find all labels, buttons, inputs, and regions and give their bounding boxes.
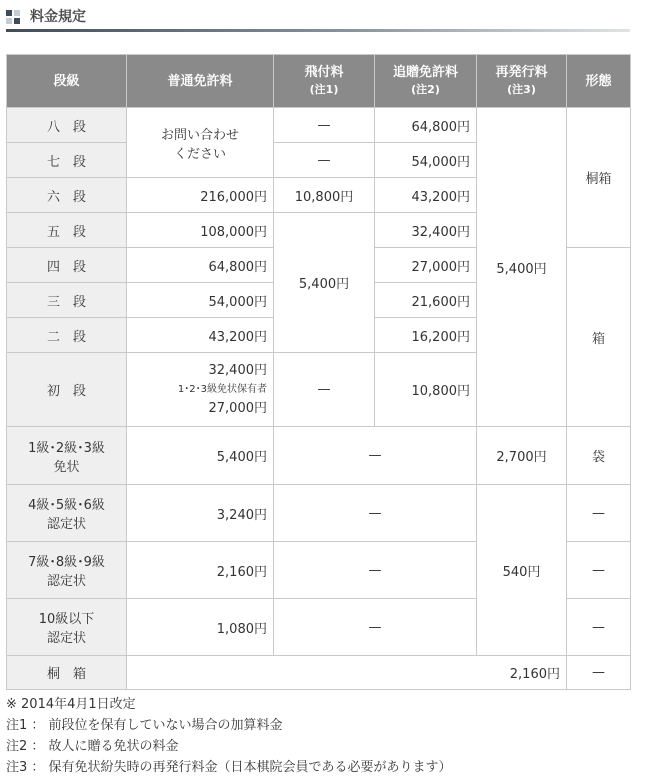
attach-memorial-cell: — [274, 427, 477, 485]
memorial-cell: 27,000円 [375, 248, 477, 283]
form-cell: — [567, 542, 631, 599]
rank-cell: 二 段 [7, 318, 127, 353]
memorial-cell: 32,400円 [375, 213, 477, 248]
table-row [7, 108, 631, 143]
header-divider [6, 29, 630, 32]
footnotes [6, 694, 452, 778]
form-cell: — [567, 485, 631, 542]
memorial-cell: 54,000円 [375, 143, 477, 178]
attach-memorial-cell: — [274, 485, 477, 542]
rank-cell: 初 段 [7, 353, 127, 427]
memorial-cell: 16,200円 [375, 318, 477, 353]
form-cell: 袋 [567, 427, 631, 485]
standard-cell: 216,000円 [127, 178, 274, 213]
attach-cell: — [274, 353, 375, 427]
contact-cell: お問い合わせ ください [127, 108, 274, 178]
rank-cell: 7級･8級･9級 認定状 [7, 542, 127, 599]
reissue-cell: 540円 [477, 485, 567, 656]
footnote-1: 注1 ： 前段位を保有していない場合の加算料金 [6, 718, 283, 733]
rank-cell: 六 段 [7, 178, 127, 213]
attach-memorial-cell: — [274, 542, 477, 599]
standard-cell: 108,000円 [127, 213, 274, 248]
table-row [7, 485, 631, 542]
attach-cell: — [274, 108, 375, 143]
col-header-standard: 普通免許料 [127, 55, 274, 108]
col-header-rank: 段級 [7, 55, 127, 108]
standard-cell: 54,000円 [127, 283, 274, 318]
section-marker-icon [6, 10, 20, 24]
attach-cell: 10,800円 [274, 178, 375, 213]
memorial-cell: 21,600円 [375, 283, 477, 318]
memorial-cell: 64,800円 [375, 108, 477, 143]
standard-cell: 32,400円 1･2･3級免状保有者 27,000円 [127, 353, 274, 427]
section-header [6, 6, 630, 32]
col-header-reissue: 再発行料 (注3) [477, 55, 567, 108]
reissue-cell: 2,700円 [477, 427, 567, 485]
standard-cell: 2,160円 [127, 542, 274, 599]
memorial-cell: 43,200円 [375, 178, 477, 213]
table-header-row [7, 55, 631, 108]
footnote-3: 注3 ： 保有免状紛失時の再発行料金（日本棋院会員である必要があります） [6, 760, 452, 775]
attach-cell: — [274, 143, 375, 178]
page-title: 料金規定 [30, 9, 86, 25]
col-header-attach: 飛付料 (注1) [274, 55, 375, 108]
fee-table [6, 54, 631, 690]
attach-cell: 5,400円 [274, 213, 375, 353]
rank-cell: 五 段 [7, 213, 127, 248]
rank-cell: 八 段 [7, 108, 127, 143]
footnote-2: 注2 ： 故人に贈る免状の料金 [6, 739, 179, 754]
col-header-form: 形態 [567, 55, 631, 108]
table-row [7, 656, 631, 690]
attach-memorial-cell: — [274, 599, 477, 656]
revision-note: ※ 2014年4月1日改定 [6, 697, 136, 712]
rank-cell: 1級･2級･3級 免状 [7, 427, 127, 485]
table-row [7, 427, 631, 485]
rank-cell: 4級･5級･6級 認定状 [7, 485, 127, 542]
rank-cell: 三 段 [7, 283, 127, 318]
box-price-cell: 2,160円 [127, 656, 567, 690]
form-cell: — [567, 656, 631, 690]
standard-cell: 3,240円 [127, 485, 274, 542]
rank-cell: 桐 箱 [7, 656, 127, 690]
rank-cell: 10級以下 認定状 [7, 599, 127, 656]
rank-cell: 七 段 [7, 143, 127, 178]
form-cell: 桐箱 [567, 108, 631, 248]
standard-cell: 64,800円 [127, 248, 274, 283]
standard-cell: 5,400円 [127, 427, 274, 485]
col-header-memorial: 追贈免許料 (注2) [375, 55, 477, 108]
form-cell: 箱 [567, 248, 631, 427]
reissue-cell: 5,400円 [477, 108, 567, 427]
form-cell: — [567, 599, 631, 656]
rank-cell: 四 段 [7, 248, 127, 283]
standard-cell: 43,200円 [127, 318, 274, 353]
standard-cell: 1,080円 [127, 599, 274, 656]
memorial-cell: 10,800円 [375, 353, 477, 427]
